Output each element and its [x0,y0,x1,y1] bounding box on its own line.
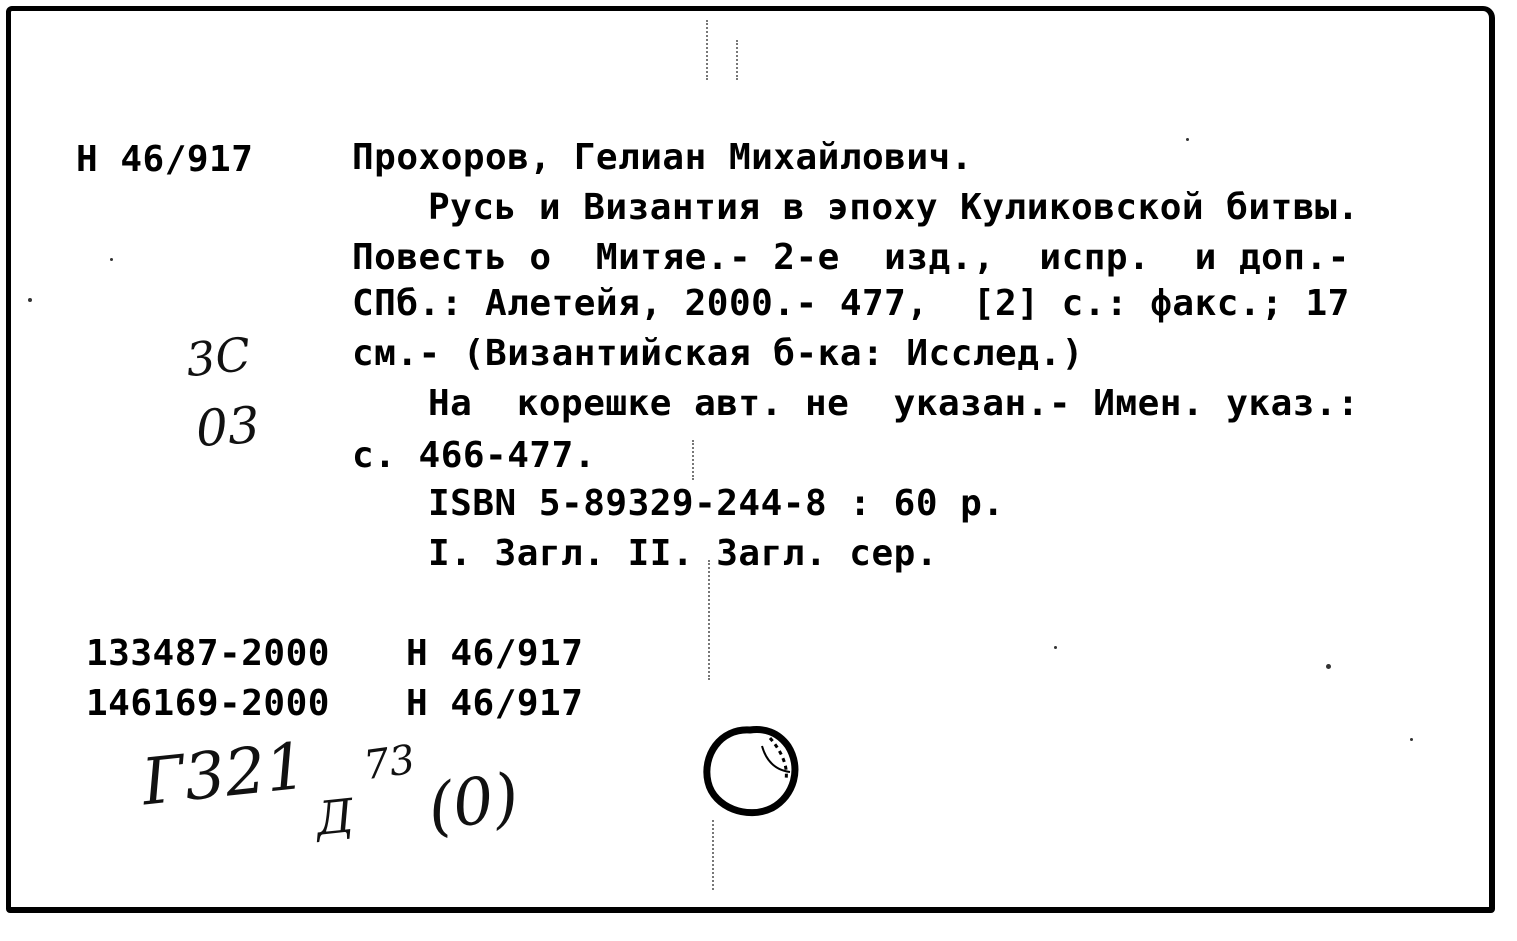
scan-speck [110,258,113,261]
scan-speck [1054,646,1057,649]
scan-speck [1326,664,1331,669]
author-heading: Прохоров, Гелиан Михайлович. [352,137,973,178]
scan-speck [28,298,32,302]
isbn-line: ISBN 5-89329-244-8 : 60 р. [428,483,1005,524]
scan-dotted-line [692,440,694,480]
note-line-2: с. 466-477. [352,435,596,476]
title-line-1: Русь и Византия в эпоху Куликовской битвы. [428,187,1360,228]
title-line-2: Повесть о Митяе.- 2-е изд., испр. и доп.- [352,237,1350,278]
handwritten-mark-3c: 3С [183,326,254,388]
scan-speck [1410,738,1413,741]
scan-dotted-line [706,20,708,80]
holding-shelfmark-2: Н 46/917 [406,683,584,724]
handwritten-classification-main: Г321 [138,729,310,821]
holding-shelfmark-1: Н 46/917 [406,633,584,674]
tracings-line: I. Загл. II. Загл. сер. [428,533,938,574]
note-line-1: На корешке авт. не указан.- Имен. указ.: [428,383,1360,424]
shelfmark-top: Н 46/917 [76,139,254,180]
stamp-circle-icon [690,716,810,826]
handwritten-classification-sub: Д [313,788,357,846]
holding-accession-1: 133487-2000 [86,633,330,674]
imprint-line-1: СПб.: Алетейя, 2000.- 477, [2] с.: факс.; 17 [352,283,1350,324]
imprint-line-2: см.- (Византийская б-ка: Исслед.) [352,333,1084,374]
handwritten-classification-suffix: (0) [423,760,524,846]
scan-dotted-line [708,560,710,680]
scan-dotted-line [736,40,738,80]
holding-accession-2: 146169-2000 [86,683,330,724]
handwritten-mark-03: 03 [194,395,262,459]
scan-dotted-line [712,820,714,890]
handwritten-classification-sup: 73 [361,736,418,790]
scan-speck [1186,138,1189,141]
